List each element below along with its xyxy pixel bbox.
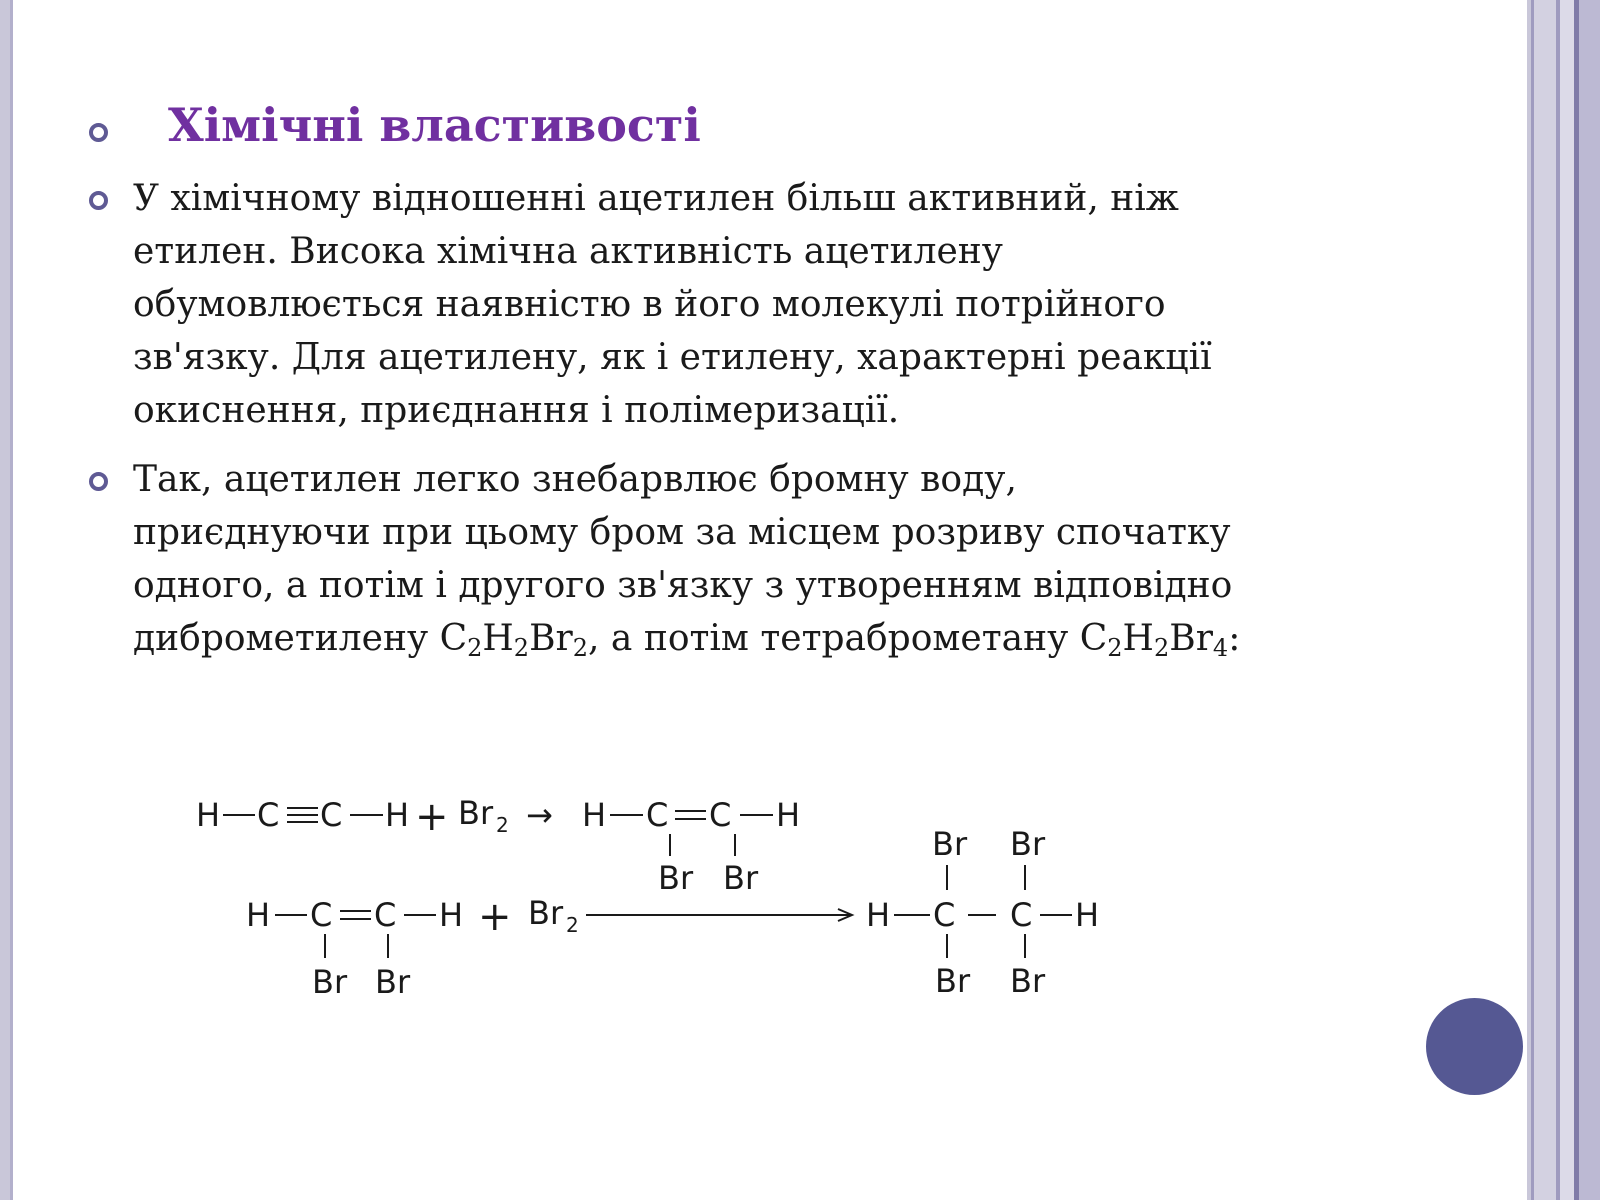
text-line: У хімічному відношенні ацетилен більш активний, ніж xyxy=(133,178,1179,219)
plus-sign: + xyxy=(415,794,449,840)
text-fragment: Br xyxy=(529,618,573,659)
text-fragment: H xyxy=(482,618,514,659)
reagent-subscript: 2 xyxy=(496,813,509,837)
right-border-stripes xyxy=(1527,0,1600,1200)
slide-title: Хімічні властивості xyxy=(168,98,701,152)
title-bullet-icon xyxy=(89,123,108,142)
atom-label: H xyxy=(246,896,271,934)
reaction-2 xyxy=(246,825,1099,1001)
reagent-label: Br xyxy=(458,794,494,832)
atom-label: H xyxy=(866,896,891,934)
atom-label: C xyxy=(320,796,343,834)
text-fragment: H xyxy=(1122,618,1154,659)
atom-label: Br xyxy=(932,825,968,863)
decorative-circle xyxy=(1426,998,1523,1095)
subscript: 2 xyxy=(513,634,530,662)
text-line: зв'язку. Для ацетилену, як і етилену, характерні реакції xyxy=(133,337,1212,378)
paragraph-bullet-icon xyxy=(89,191,108,210)
text-fragment: Br xyxy=(1169,618,1213,659)
atom-label: Br xyxy=(1010,825,1046,863)
reaction-scheme-svg xyxy=(190,790,1130,1030)
atom-label: C xyxy=(646,796,669,834)
paragraph-bullet-icon xyxy=(89,472,108,491)
atom-label: Br xyxy=(723,859,759,897)
atom-label: Br xyxy=(935,962,971,1000)
text-line: окиснення, приєднання і полімеризації. xyxy=(133,390,900,431)
atom-label: H xyxy=(385,796,410,834)
atom-label: Br xyxy=(375,963,411,1001)
text-line: етилен. Висока хімічна активність ацетилену xyxy=(133,231,1003,272)
atom-label: Br xyxy=(1010,962,1046,1000)
reaction-1 xyxy=(196,794,800,897)
atom-label: H xyxy=(439,896,464,934)
text-line-with-formulas xyxy=(133,612,1240,665)
atom-label: C xyxy=(1010,896,1033,934)
atom-label: C xyxy=(933,896,956,934)
text-fragment: : xyxy=(1228,618,1241,659)
atom-label: C xyxy=(310,896,333,934)
reagent-label: Br xyxy=(528,894,564,932)
atom-label: C xyxy=(257,796,280,834)
reaction-arrow: → xyxy=(526,796,553,834)
text-fragment: диброметилену C xyxy=(133,618,468,659)
text-line: одного, а потім і другого зв'язку з утворенням відповідно xyxy=(133,565,1233,606)
paragraph-chemical-activity xyxy=(133,172,1212,437)
atom-label: Br xyxy=(312,963,348,1001)
text-fragment: , а потім тетраброметану C xyxy=(588,618,1108,659)
atom-label: Br xyxy=(658,859,694,897)
subscript: 2 xyxy=(467,634,483,662)
subscript: 4 xyxy=(1212,634,1229,662)
atom-label: H xyxy=(196,796,221,834)
atom-label: C xyxy=(374,896,397,934)
atom-label: H xyxy=(1075,896,1100,934)
plus-sign: + xyxy=(478,894,512,940)
subscript: 2 xyxy=(572,634,589,662)
reaction-scheme xyxy=(190,790,1130,1034)
atom-label: H xyxy=(776,796,801,834)
text-line: приєднуючи при цьому бром за місцем розриву спочатку xyxy=(133,512,1231,553)
paragraph-bromine-reaction xyxy=(133,453,1240,665)
text-line: Так, ацетилен легко знебарвлює бромну воду, xyxy=(133,459,1017,500)
reagent-subscript: 2 xyxy=(566,913,579,937)
subscript: 2 xyxy=(1153,634,1170,662)
text-line: обумовлюється наявністю в його молекулі потрійного xyxy=(133,284,1166,325)
subscript: 2 xyxy=(1107,634,1123,662)
left-border-line xyxy=(10,0,13,1200)
atom-label: C xyxy=(709,796,732,834)
atom-label: H xyxy=(582,796,607,834)
